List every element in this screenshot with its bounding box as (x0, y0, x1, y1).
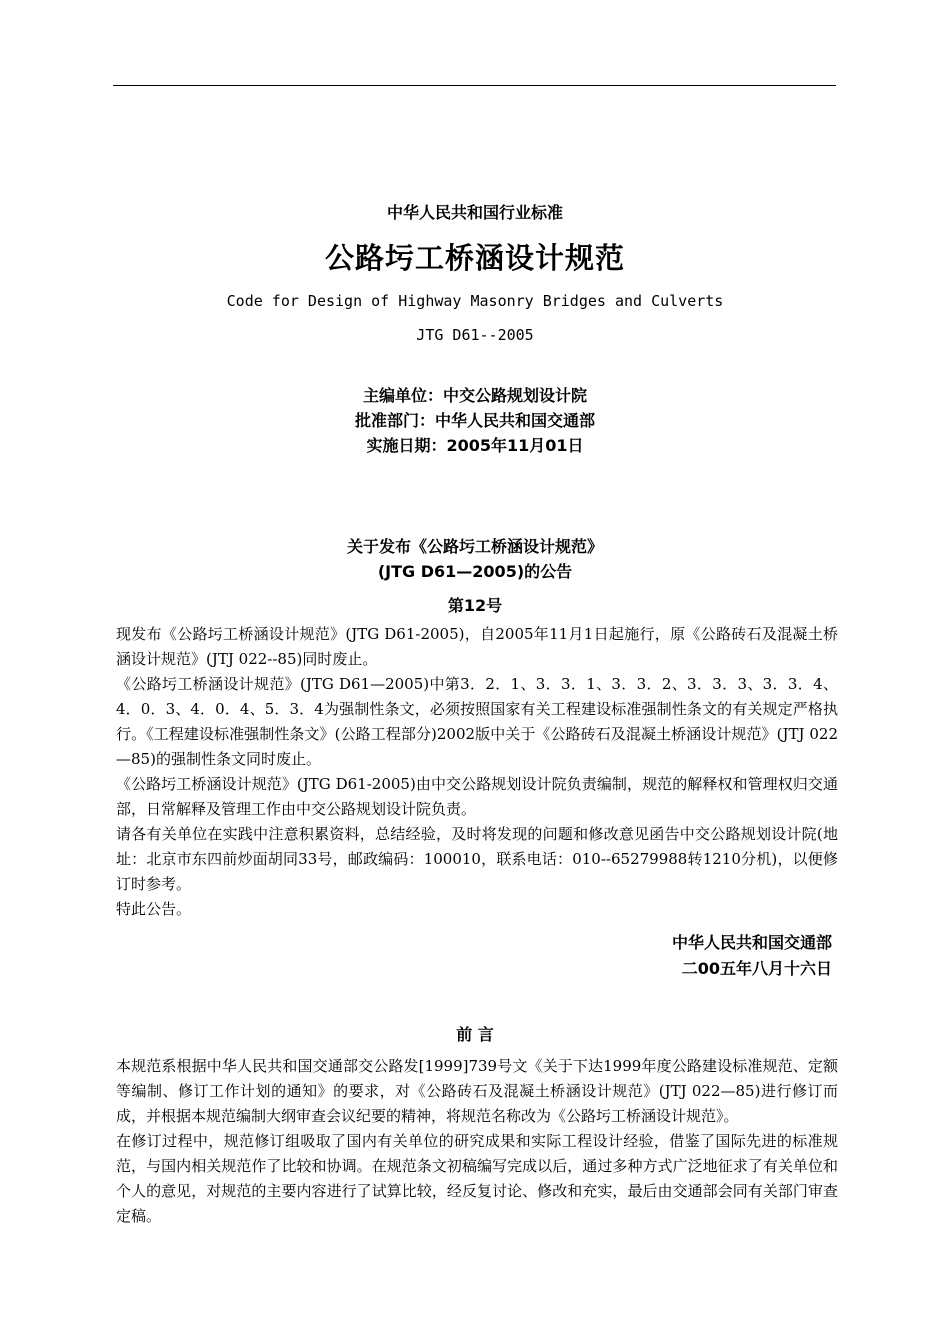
preface-title: 前 言 (456, 1025, 494, 1044)
preface-paragraph: 本规范系根据中华人民共和国交通部交公路发[1999]739号文《关于下达1999年度公路建设标准规范、定额等编制、修订工作计划的通知》的要求，对《公路砖石及混凝土桥涵设计规范》(JTJ 022—85)进行修订而成，并根据本规范编制大纲审查会议纪要的精神，将规范名称改为《公路圬工桥涵设计规范》。 (116, 1057, 838, 1125)
announcement-paragraph: 现发布《公路圬工桥涵设计规范》(JTG D61-2005)，自2005年11月1日起施行，原《公路砖石及混凝土桥涵设计规范》(JTJ 022--85)同时废止。 (116, 625, 838, 668)
effective-date: 实施日期：2005年11月01日 (366, 436, 584, 455)
announcement-title-line1: 关于发布《公路圬工桥涵设计规范》 (346, 537, 603, 556)
announcement-number: 第12号 (447, 596, 503, 615)
announcement-body (116, 622, 838, 922)
header-rule (113, 85, 836, 86)
editor-unit: 主编单位：中交公路规划设计院 (362, 386, 587, 405)
approval-department: 批准部门：中华人民共和国交通部 (354, 411, 595, 430)
document-title: 公路圬工桥涵设计规范 (324, 241, 625, 275)
issue-date: 二00五年八月十六日 (681, 959, 832, 978)
issuer: 中华人民共和国交通部 (671, 933, 832, 952)
preface-body (116, 1054, 838, 1229)
preface-paragraph: 在修订过程中，规范修订组吸取了国内有关单位的研究成果和实际工程设计经验，借鉴了国际先进的标准规范，与国内相关规范作了比较和协调。在规范条文初稿编写完成以后，通过多种方式广泛地征求了有关单位和个人的意见，对规范的主要内容进行了试算比较，经反复讨论、修改和充实，最后由交通部会同有关部门审查定稿。 (116, 1132, 838, 1225)
announcement-paragraph: 《公路圬工桥涵设计规范》(JTG D61—2005)中第3．2．1、3．3．1、3．3．2、3．3．3、3．3．4、4．0．3、4．0．4、5．3．4为强制性条文，必须按照国家有关工程建设标准强制性条文的有关规定严格执行。《工程建设标准强制性条文》(公路工程部分)2002版中关于《公路砖石及混凝土桥涵设计规范》(JTJ 022—85)的强制性条文同时废止。 (116, 675, 838, 768)
announcement-paragraph: 请各有关单位在实践中注意积累资料，总结经验，及时将发现的问题和修改意见函告中交公路规划设计院(地址：北京市东四前炒面胡同33号，邮政编码：100010，联系电话：010--65279988转1210分机)，以便修订时参考。 (116, 825, 838, 893)
announcement-paragraph: 《公路圬工桥涵设计规范》(JTG D61-2005)由中交公路规划设计院负责编制，规范的解释权和管理权归交通部，日常解释及管理工作由中交公路规划设计院负责。 (116, 775, 838, 818)
standard-code: JTG D61--2005 (416, 326, 534, 344)
announcement-title-line2: (JTG D61—2005)的公告 (377, 562, 573, 581)
english-title: Code for Design of Highway Masonry Bridges and Culverts (226, 292, 724, 310)
standard-type: 中华人民共和国行业标准 (386, 203, 563, 222)
announcement-paragraph: 特此公告。 (116, 900, 192, 918)
